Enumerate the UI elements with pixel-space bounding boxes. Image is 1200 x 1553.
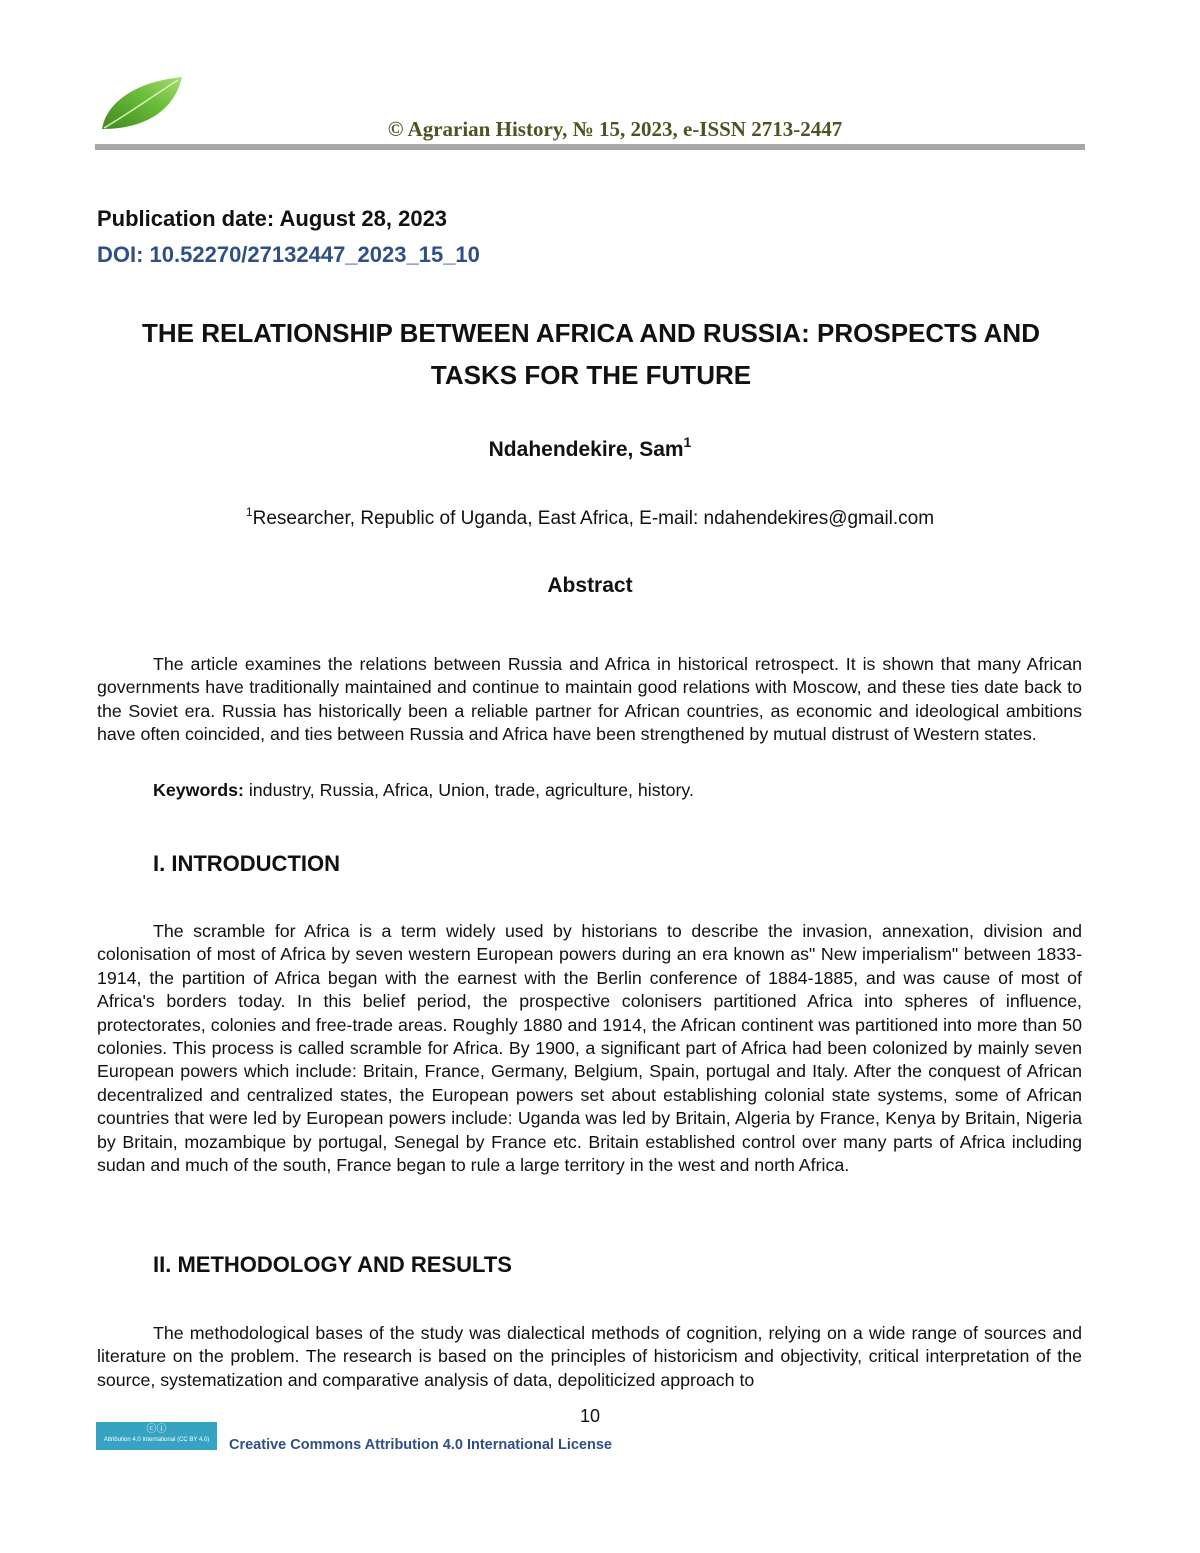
cc-by-icon: ⓒⓘ [146,1424,167,1435]
page-number: 10 [579,1406,601,1426]
doi-link[interactable]: DOI: 10.52270/27132447_2023_15_10 [97,242,480,267]
author-name: Ndahendekire, Sam [488,438,684,461]
abstract-text: The article examines the relations between Russia and Africa in historical retrospect. It is shown that many African governments have traditionally maintained and continue to maintain good relations with Moscow, and these ties date back to the Soviet era. Russia has historically been a reliable partner for African countries, as economic and ideological ambitions have often coincided, and ties between Russia and Africa have been strengthened by mutual distrust of Western states. [97,654,1082,745]
keywords [153,780,694,801]
publication-date: Publication date: August 28, 2023 [97,206,448,231]
journal-header: © Agrarian History, № 15, 2023, e-ISSN 2713-2447 [387,117,843,141]
cc-badge-text: Attribution 4.0 International (CC BY 4.0) [103,1437,210,1443]
cc-license-badge[interactable] [96,1422,217,1450]
keywords-label: Keywords: [153,780,244,800]
header-rule [95,144,1085,150]
methodology-text: The methodological bases of the study was dialectical methods of cognition, relying on a wide range of sources and literature on the problem. The research is based on the principles of historicism and objectivity, critical interpretation of the source, systematization and comparative analysis of data, depoliticized approach to [97,1323,1082,1390]
keywords-text: industry, Russia, Africa, Union, trade, agriculture, history. [243,780,694,800]
title-line-1: THE RELATIONSHIP BETWEEN AFRICA AND RUSSIA: PROSPECTS AND [141,318,1040,348]
author-superscript: 1 [683,434,692,450]
section-heading-methodology: II. METHODOLOGY AND RESULTS [153,1252,512,1277]
affiliation-superscript: 1 [245,505,253,519]
abstract-heading: Abstract [547,574,633,597]
article-title [90,312,1092,396]
title-line-2: TASKS FOR THE FUTURE [430,360,752,390]
section-heading-introduction: I. INTRODUCTION [153,851,340,876]
author [0,434,1180,462]
affiliation [0,505,1180,530]
license-link[interactable]: Creative Commons Attribution 4.0 International License [229,1437,612,1453]
introduction-text: The scramble for Africa is a term widely used by historians to describe the invasion, annexation, division and colonisation of most of Africa by seven western European powers during an era known as" New imperialism" between 1833-1914, the partition of Africa began with the earnest with the Berlin conference of 1884-1885, and was cause of most of Africa's borders today. In this belief period, the prospective colonisers partitioned Africa into spheres of influence, protectorates, colonies and free-trade areas. Roughly 1880 and 1914, the African continent was partitioned into more than 50 colonies. This process is called scramble for Africa. By 1900, a significant part of Africa had been colonized by mainly seven European powers which include: Britain, France, Germany, Belgium, Spain, portugal and Italy. After the conquest of African decentralized and centralized states, the European powers set about establishing colonial state systems, some of African countries that were led by European powers include: Uganda was led by Britain, Algeria by France, Kenya by Britain, Nigeria by Britain, mozambique by portugal, Senegal by France etc. Britain established control over many parts of Africa including sudan and much of the south, France began to rule a large territory in the west and north Africa. [97,921,1082,1176]
affiliation-text: Researcher, Republic of Uganda, East Africa, E-mail: ndahendekires@gmail.com [252,508,935,529]
